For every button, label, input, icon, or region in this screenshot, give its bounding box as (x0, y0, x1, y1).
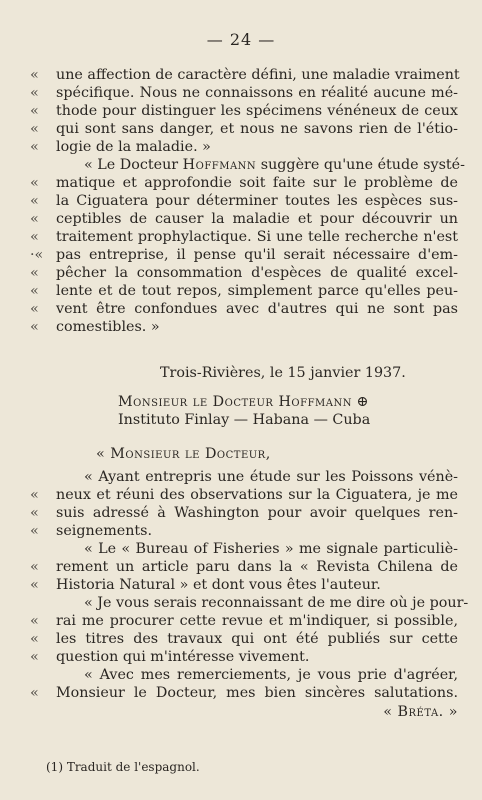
line-text: « Ayant entrepris une étude sur les Poissons vénè- (84, 469, 458, 485)
quote-mark: « (30, 577, 39, 593)
addressee-name: Monsieur le Docteur Hoffmann (118, 394, 352, 410)
line-text: lente et de tout repos, simplement parce qu'elles peu- (56, 283, 458, 299)
person-name: Hoffmann (182, 157, 257, 173)
line-text: « Avec mes remerciements, je vous prie d'agréer, (84, 667, 458, 683)
quote-mark: « (30, 67, 39, 83)
quote-mark: « (30, 523, 39, 539)
page-number: — 24 — (206, 30, 276, 49)
footnote: (1) Traduit de l'espagnol. (46, 760, 200, 774)
salutation: « Monsieur le Docteur, (96, 446, 271, 462)
quote-mark: « (30, 685, 39, 701)
line-text: vent être confondues avec d'autres qui ne sont pas (56, 301, 458, 317)
line-text: Monsieur le Docteur, mes bien sincères salutations. (56, 685, 458, 701)
quote-mark: « (84, 157, 93, 173)
addressee-institute: Instituto Finlay — Habana — Cuba (118, 412, 371, 428)
line-text: la Ciguatera pour déterminer toutes les espèces sus- (56, 193, 458, 209)
quote-mark: « (30, 103, 39, 119)
line-text: traitement prophylactique. Si une telle recherche n'est (56, 229, 458, 245)
line-text: rai me procurer cette revue et m'indiquer, si possible, (56, 613, 458, 629)
quote-mark: « (30, 229, 39, 245)
quote-mark: ·« (30, 247, 44, 263)
line-text: « Le Docteur Hoffmann suggère qu'une étude systé- (84, 157, 465, 173)
quote-mark: « (30, 121, 39, 137)
line-text: matique et approfondie soit faite sur le problème de (56, 175, 458, 191)
quote-mark: « (30, 505, 39, 521)
quote-mark: « (30, 139, 39, 155)
line-text: les titres des travaux qui ont été publiés sur cette (56, 631, 458, 647)
quote-mark: « (30, 301, 39, 317)
line-text: spécifique. Nous ne connaissons en réalité aucune mé- (56, 85, 458, 101)
quote-mark: « (30, 319, 39, 335)
quote-mark: « (30, 85, 39, 101)
line-text: seignements. (56, 523, 153, 539)
line-text: logie de la maladie. » (56, 139, 211, 155)
annotation-mark: ⊕ (356, 394, 369, 410)
quote-mark: « (30, 613, 39, 629)
line-text: pêcher la consommation d'espèces de qualité excel- (56, 265, 458, 281)
quote-mark: « (30, 649, 39, 665)
quote-mark: « (30, 559, 39, 575)
addressee (118, 393, 458, 411)
line-text: suis adressé à Washington pour avoir quelques ren- (56, 505, 458, 521)
line-text: « Le « Bureau of Fisheries » me signale particuliè- (84, 541, 458, 557)
line-text: thode pour distinguer les spécimens vénéneux de ceux (56, 103, 458, 119)
letter-date: Trois-Rivières, le 15 janvier 1937. (160, 365, 406, 381)
line-text: qui sont sans danger, et nous ne savons rien de l'étio- (56, 121, 458, 137)
line-text: comestibles. » (56, 319, 160, 335)
line-text: neux et réuni des observations sur la Ciguatera, je me (56, 487, 458, 503)
line-text: pas entreprise, il pense qu'il serait nécessaire d'em- (56, 247, 458, 263)
line-text: question qui m'intéresse vivement. (56, 649, 310, 665)
quote-mark: « (30, 211, 39, 227)
line-text: une affection de caractère défini, une maladie vraiment (56, 67, 460, 83)
quote-mark: « (30, 487, 39, 503)
line-text: ceptibles de causer la maladie et pour découvrir un (56, 211, 458, 227)
signature: « Bréta. » (383, 704, 458, 720)
quote-mark: « (30, 265, 39, 281)
quote-mark: « (30, 175, 39, 191)
quote-mark: « (30, 193, 39, 209)
quote-mark: « (30, 631, 39, 647)
line-text: rement un article paru dans la « Revista Chilena de (56, 559, 458, 575)
quote-mark: « (30, 283, 39, 299)
line-text: « Je vous serais reconnaissant de me dire où je pour- (84, 595, 469, 611)
line-text: Historia Natural » et dont vous êtes l'auteur. (56, 577, 381, 593)
